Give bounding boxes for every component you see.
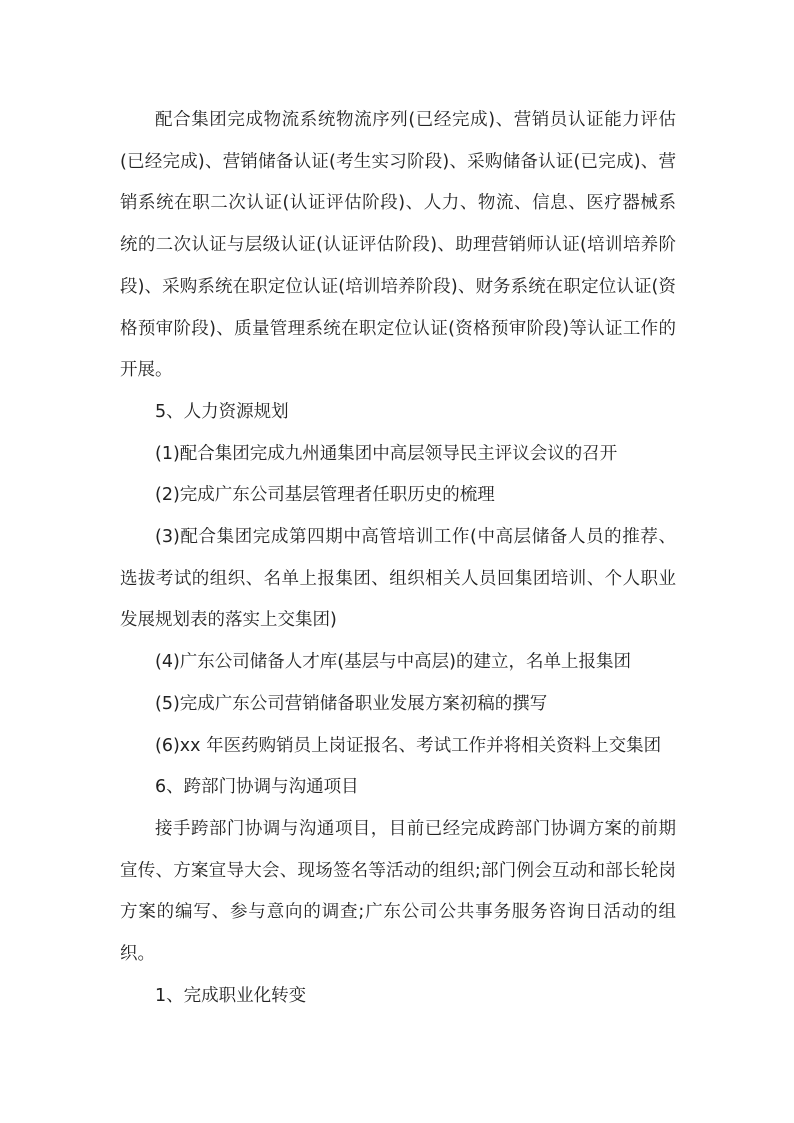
list-item-4: (4)广东公司储备人才库(基层与中高层)的建立，名单上报集团	[155, 652, 631, 673]
list-item-6: (6)xx 年医药购销员上岗证报名、考试工作并将相关资料上交集团	[155, 735, 662, 756]
list-item-3: (3)配合集团完成第四期中高管培训工作(中高层储备人员的推荐、选拔考试的组织、名单上报集团、组织相关人员回集团培训、个人职业发展规划表的落实上交集团)	[120, 527, 676, 631]
paragraph-certification: 配合集团完成物流系统物流序列(已经完成)、营销员认证能力评估(已经完成)、营销储备认证(考生实习阶段)、采购储备认证(已完成)、营销系统在职二次认证(认证评估阶段)、人力、物流、信息、医疗器械系统的二次认证与层级认证(认证评估阶段)、助理营销师认证(培训培养阶段)、采购系统在职定位认证(培训培养阶段)、财务系统在职定位认证(资格预审阶段)、质量管理系统在职定位认证(资格预审阶段)等认证工作的开展。	[120, 110, 676, 381]
list-item-2: (2)完成广东公司基层管理者任职历史的梳理	[155, 485, 495, 506]
list-item-5: (5)完成广东公司营销储备职业发展方案初稿的撰写	[155, 693, 548, 714]
document-body	[120, 100, 676, 1017]
heading-cross-department: 6、跨部门协调与沟通项目	[155, 777, 359, 798]
heading-hr-planning: 5、人力资源规划	[155, 401, 289, 422]
paragraph-cross-department: 接手跨部门协调与沟通项目，目前已经完成跨部门协调方案的前期宣传、方案宣导大会、现场签名等活动的组织;部门例会互动和部长轮岗方案的编写、参与意向的调查;广东公司公共事务服务咨询日活动的组织。	[120, 818, 676, 965]
list-item-1: (1)配合集团完成九州通集团中高层领导民主评议会议的召开	[155, 443, 618, 464]
heading-professional-transition: 1、完成职业化转变	[155, 985, 307, 1006]
